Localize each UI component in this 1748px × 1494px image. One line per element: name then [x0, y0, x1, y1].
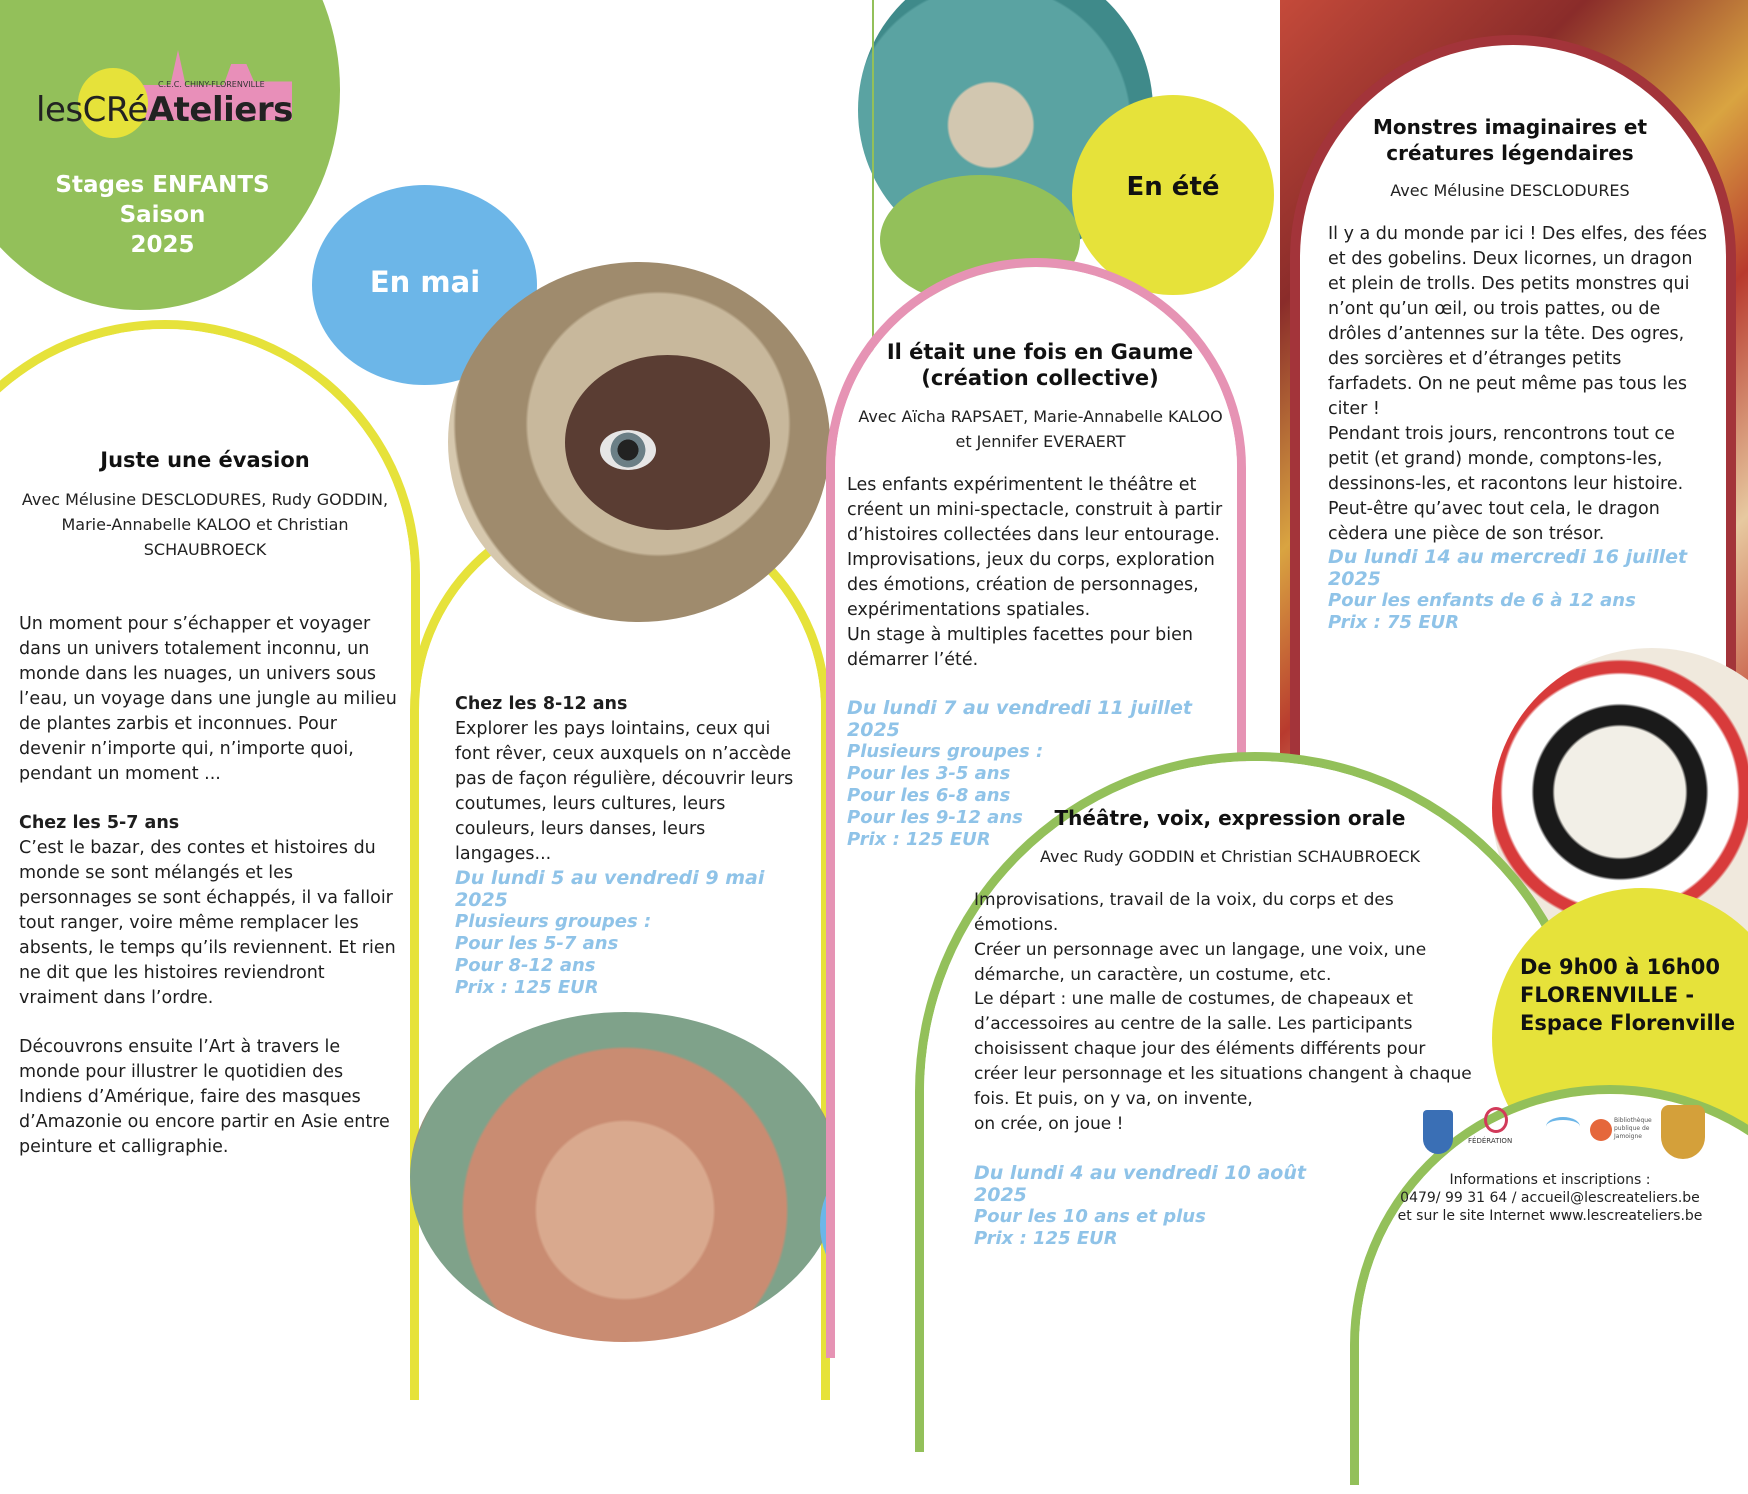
contact-phone-mail[interactable]: 0479/ 99 31 64 / accueil@lescreateliers.be — [1400, 1190, 1700, 1206]
evasion-price: Prix : 125 EUR — [455, 977, 599, 998]
monstres-price: Prix : 75 EUR — [1328, 612, 1460, 633]
theatre-age: Pour les 10 ans et plus — [974, 1206, 1206, 1227]
federation-mark — [1484, 1107, 1508, 1133]
monstres-age: Pour les enfants de 6 à 12 ans — [1328, 590, 1636, 611]
contact-block — [1380, 1171, 1720, 1225]
gaume-g3: Pour les 9-12 ans — [847, 807, 1023, 828]
gap — [19, 787, 397, 811]
evasion-art-text: Découvrons ensuite l’Art à travers le monde pour illustrer le quotidien des Indiens d’Amérique, faire des masques d’Amazonie ou encore partir en Asie entre peinture et calligraphie. — [19, 1037, 390, 1157]
evasion-info — [455, 867, 815, 999]
logo-subtext: C.E.C. CHINY-FLORENVILLE — [158, 80, 265, 89]
bird-icon — [1546, 1117, 1580, 1136]
photo-hands-circle — [410, 1012, 840, 1342]
evasion-body — [19, 612, 397, 1160]
gaume-price: Prix : 125 EUR — [847, 829, 991, 850]
eye-icon — [600, 430, 656, 470]
evasion-g2: Pour 8-12 ans — [455, 955, 596, 976]
header-title — [40, 170, 285, 260]
theatre-info — [974, 1162, 1354, 1250]
evasion-groups: Plusieurs groupes : — [455, 911, 652, 932]
shield-icon — [1423, 1110, 1453, 1154]
evasion-intro: Un moment pour s’échapper et voyager dans un univers totalement inconnu, un monde dans les nuages, un univers sous l’eau, un voyage dans une jungle au milieu de plantes zarbis et inconnues. Pour devenir n’importe qui, n’importe quoi, pendant un moment ... — [19, 614, 397, 784]
bibliotheque-label: Bibliothèque publique de Jamoigne — [1614, 1117, 1652, 1140]
logo-les: les — [36, 90, 83, 130]
partner-logos — [1418, 1105, 1718, 1165]
gaume-groups: Plusieurs groupes : — [847, 741, 1044, 762]
evasion-age57-label: Chez les 5-7 ans — [19, 813, 180, 833]
bubble-mai-label: En mai — [369, 265, 481, 299]
evasion-age812-label: Chez les 8-12 ans — [455, 694, 628, 714]
logo-wordmark — [36, 90, 293, 130]
monstres-text: Il y a du monde par ici ! Des elfes, des fées et des gobelins. Deux licornes, un dragon et plein de trolls. Des petits monstres qui n’ont qu’un œil, ou trois pattes, ou de drôles d’antennes sur la tête. Des ogres, des sorcières et d’étranges petits farfadets. On ne peut même pas tous les citer ! Pendant trois jours, rencontrons tout ce petit (et grand) monde, comptons-les, dessinons-les, et racontons leur histoire. Peut-être qu’avec tout cela, le dragon cèdera une pièce de son trésor. — [1328, 224, 1708, 544]
evasion-title: Juste une évasion — [100, 448, 310, 472]
theatre-text1: Improvisations, travail de la voix, du corps et des émotions. Créer un personnage avec un langage, une voix, une démarche, un caractère, un costume, etc. — [974, 890, 1427, 985]
logo — [30, 30, 295, 140]
evasion-age812-text: Explorer les pays lointains, ceux qui font rêver, ceux auxquels on n’accède pas de façon régulière, découvrir leurs coutumes, leurs cultures, leurs couleurs, leurs danses, leurs langages... — [455, 719, 794, 864]
theatre-with: Avec Rudy GODDIN et Christian SCHAUBROECK — [1040, 847, 1420, 866]
header-line2: Saison — [119, 202, 206, 228]
evasion-with: Avec Mélusine DESCLODURES, Rudy GODDIN, Marie-Annabelle KALOO et Christian SCHAUBROECK — [21, 490, 389, 559]
info-venue: Espace Florenville — [1520, 1011, 1736, 1035]
evasion-g1: Pour les 5-7 ans — [455, 933, 619, 954]
federation-label: FÉDÉRATION — [1468, 1137, 1513, 1145]
header-line1: Stages ENFANTS — [55, 172, 270, 198]
gaume-dates: Du lundi 7 au vendredi 11 juillet 2025 — [847, 697, 1192, 741]
gaume-g2: Pour les 6-8 ans — [847, 785, 1011, 806]
bubble-ete-label: En été — [1126, 172, 1220, 202]
bibliotheque-mark — [1590, 1119, 1612, 1141]
theatre-text2: Le départ : une malle de costumes, de chapeaux et d’accessoires au centre de la salle. Les participants choisissent chaque jour des éléments différents pour créer leur personnage et les situations changent à chaque fois. Et puis, on y va, on invente, on crée, on joue ! — [974, 989, 1472, 1134]
header-line3: 2025 — [130, 232, 195, 258]
gap — [19, 1011, 397, 1035]
monstres-title: Monstres imaginaires et créatures légendaires — [1372, 115, 1647, 165]
monstres-info — [1328, 546, 1728, 634]
info-city: FLORENVILLE - — [1520, 983, 1695, 1007]
logo-cre: CRé — [82, 90, 148, 130]
theatre-price: Prix : 125 EUR — [974, 1228, 1118, 1249]
info-bubble-text — [1520, 953, 1740, 1037]
photo-eye-hole — [565, 355, 770, 530]
contact-label: Informations et inscriptions : — [1449, 1172, 1651, 1188]
evasion-812 — [455, 692, 805, 867]
monstres-with: Avec Mélusine DESCLODURES — [1390, 181, 1630, 200]
evasion-dates: Du lundi 5 au vendredi 9 mai 2025 — [455, 867, 765, 911]
gaume-text: Les enfants expérimentent le théâtre et créent un mini-spectacle, construit à partir d’histoires collectées dans leur entourage. Improvisations, jeux du corps, exploration des émotions, création de personnages, expérimentations spatiales. Un stage à multiples facettes pour bien démarrer l’été. — [847, 475, 1223, 670]
info-hours: De 9h00 à 16h00 — [1520, 955, 1720, 979]
theatre-dates: Du lundi 4 au vendredi 10 août 2025 — [974, 1162, 1306, 1206]
crest-icon — [1661, 1105, 1705, 1159]
gaume-with: Avec Aïcha RAPSAET, Marie-Annabelle KALOO et Jennifer EVERAERT — [858, 407, 1223, 451]
federation-logo — [1468, 1107, 1524, 1155]
gaume-g1: Pour les 3-5 ans — [847, 763, 1011, 784]
evasion-age57-text: C’est le bazar, des contes et histoires du monde se sont mélangés et les personnages se sont échappés, il va falloir tout ranger, voire même remplacer les absents, le temps qu’ils reviennent. Et rien ne dit que les histoires reviendront vraiment dans l’ordre. — [19, 838, 396, 1008]
monstres-dates: Du lundi 14 au mercredi 16 juillet 2025 — [1328, 546, 1688, 590]
bibliotheque-logo — [1590, 1109, 1650, 1157]
logo-ateliers: Ateliers — [147, 90, 293, 130]
gaume-title: Il était une fois en Gaume (création collective) — [886, 340, 1194, 390]
theatre-title: Théâtre, voix, expression orale — [1054, 806, 1406, 830]
contact-site[interactable]: et sur le site Internet www.lescreateliers.be — [1397, 1208, 1703, 1224]
